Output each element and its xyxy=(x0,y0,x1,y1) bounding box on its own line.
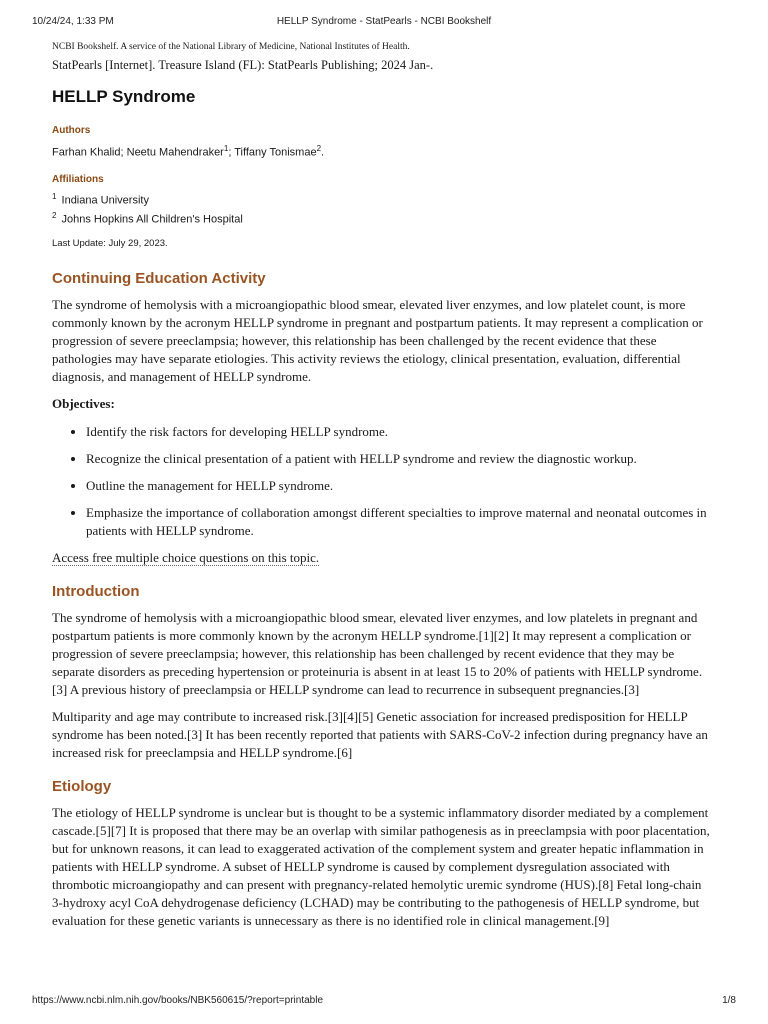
affiliation-mark: 1 xyxy=(52,191,57,201)
author-name[interactable]: Neetu Mahendraker xyxy=(126,146,224,159)
etiology-paragraph: The etiology of HELLP syndrome is unclear but is thought to be a systemic inflammatory disorder mediated by a complement cascade.[5][7] It is proposed that there may be an overlap with similar pathogenesis as in preeclampsia with poor placentation, but for unknown reasons, it can lead to exaggerated activation of the complement system and greater hepatic inflammation in patients with HELLP syndrome. A subset of HELLP syndrome is caused by complement dysregulation associated with thrombotic microangiopathy and can present with pregnancy-related hemolytic uremic syndrome (HUS).[8] Fetal long-chain 3-hydroxy acyl CoA dehydrogenase deficiency (LCHAD) may be contributing to the pathogenesis of HELLP syndrome, but evaluation for these genetic variants is unnecessary as there is no identified role in clinical management.[9] xyxy=(52,804,710,928)
intro-paragraph-1: The syndrome of hemolysis with a microangiopathic blood smear, elevated liver enzymes, and low platelets in pregnant and postpartum patients is more commonly known by the acronym HELLP syndrome.[1][2] It may represent a complication or progression of severe preeclampsia; however, this relationship has been challenged by recent evidence that they may be separate disorders as preceding hypertension or proteinuria is absent in at least 15 to 20% of patients with HELLP syndrome.[3] A previous history of preeclampsia or HELLP syndrome can lead to recurrence in subsequent pregnancies.[3] xyxy=(52,609,703,697)
section-heading-ce: Continuing Education Activity xyxy=(52,269,266,287)
mcq-link[interactable]: Access free multiple choice questions on this topic. xyxy=(52,549,320,565)
objective-item: • Emphasize the importance of collaboration amongst different specialties to improve maternal and neonatal outcomes in patients with HELLP syndrome. xyxy=(86,504,714,540)
section-heading-etiology: Etiology xyxy=(52,777,112,795)
author-name[interactable]: Farhan Khalid xyxy=(52,146,121,159)
print-footer xyxy=(32,995,736,1009)
print-datetime: 10/24/24, 1:33 PM xyxy=(32,16,114,27)
section-heading-introduction: Introduction xyxy=(52,582,140,600)
page-title: HELLP Syndrome xyxy=(52,87,196,106)
affiliations-list xyxy=(52,189,714,228)
authors-list: Farhan Khalid; Neetu Mahendraker$^1$; Tiffany Tonismae$^2$. xyxy=(52,144,325,159)
author-name[interactable]: Tiffany Tonismae xyxy=(234,146,317,159)
article xyxy=(52,42,714,930)
authors-label: Authors xyxy=(52,125,91,136)
author-affiliation-mark: 2 xyxy=(316,144,322,153)
affiliation-name: Johns Hopkins All Children's Hospital xyxy=(61,213,243,226)
affiliation-item xyxy=(52,208,714,228)
objective-item: • Identify the risk factors for developing HELLP syndrome. xyxy=(86,423,714,441)
last-update: Last Update: July 29, 2023. xyxy=(52,237,168,249)
page-number: 1/8 xyxy=(722,995,736,1006)
source-citation: StatPearls [Internet]. Treasure Island (FL): StatPearls Publishing; 2024 Jan-. xyxy=(52,58,434,72)
print-header xyxy=(32,16,736,30)
masthead: NCBI Bookshelf. A service of the National Library of Medicine, National Institutes of Health. xyxy=(52,42,410,52)
objective-item: • Outline the management for HELLP syndrome. xyxy=(86,477,714,495)
ce-paragraph: The syndrome of hemolysis with a microangiopathic blood smear, elevated liver enzymes, and low platelet count, is more commonly known by the acronym HELLP syndrome in pregnant and postpartum patients. It may represent a complication or progression of severe preeclampsia; however, this relationship has been challenged by the recent evidence that these pathologies may have separate etiologies. This activity reviews the etiology, clinical presentation, evaluation, differential diagnosis, and management of HELLP syndrome. xyxy=(52,296,703,384)
objectives-label: Objectives: xyxy=(52,395,115,411)
affiliation-mark: 2 xyxy=(52,211,57,221)
affiliations-label: Affiliations xyxy=(52,173,104,185)
objectives-list xyxy=(52,423,714,540)
objective-item: • Recognize the clinical presentation of a patient with HELLP syndrome and review the diagnostic workup. xyxy=(86,450,714,468)
affiliation-name: Indiana University xyxy=(61,194,149,207)
print-url: https://www.ncbi.nlm.nih.gov/books/NBK560615/?report=printable xyxy=(32,995,324,1006)
intro-paragraph-2: Multiparity and age may contribute to increased risk.[3][4][5] Genetic association for increased predisposition for HELLP syndrome has been noted.[3] It has been recently reported that patients with SARS-CoV-2 infection during pregnancy have an increased risk for preeclampsia and HELLP syndrome.[6] xyxy=(52,708,708,760)
print-page-title: HELLP Syndrome - StatPearls - NCBI Bookshelf xyxy=(276,16,492,27)
affiliation-item xyxy=(52,189,714,209)
author-affiliation-mark: 1 xyxy=(223,144,229,153)
